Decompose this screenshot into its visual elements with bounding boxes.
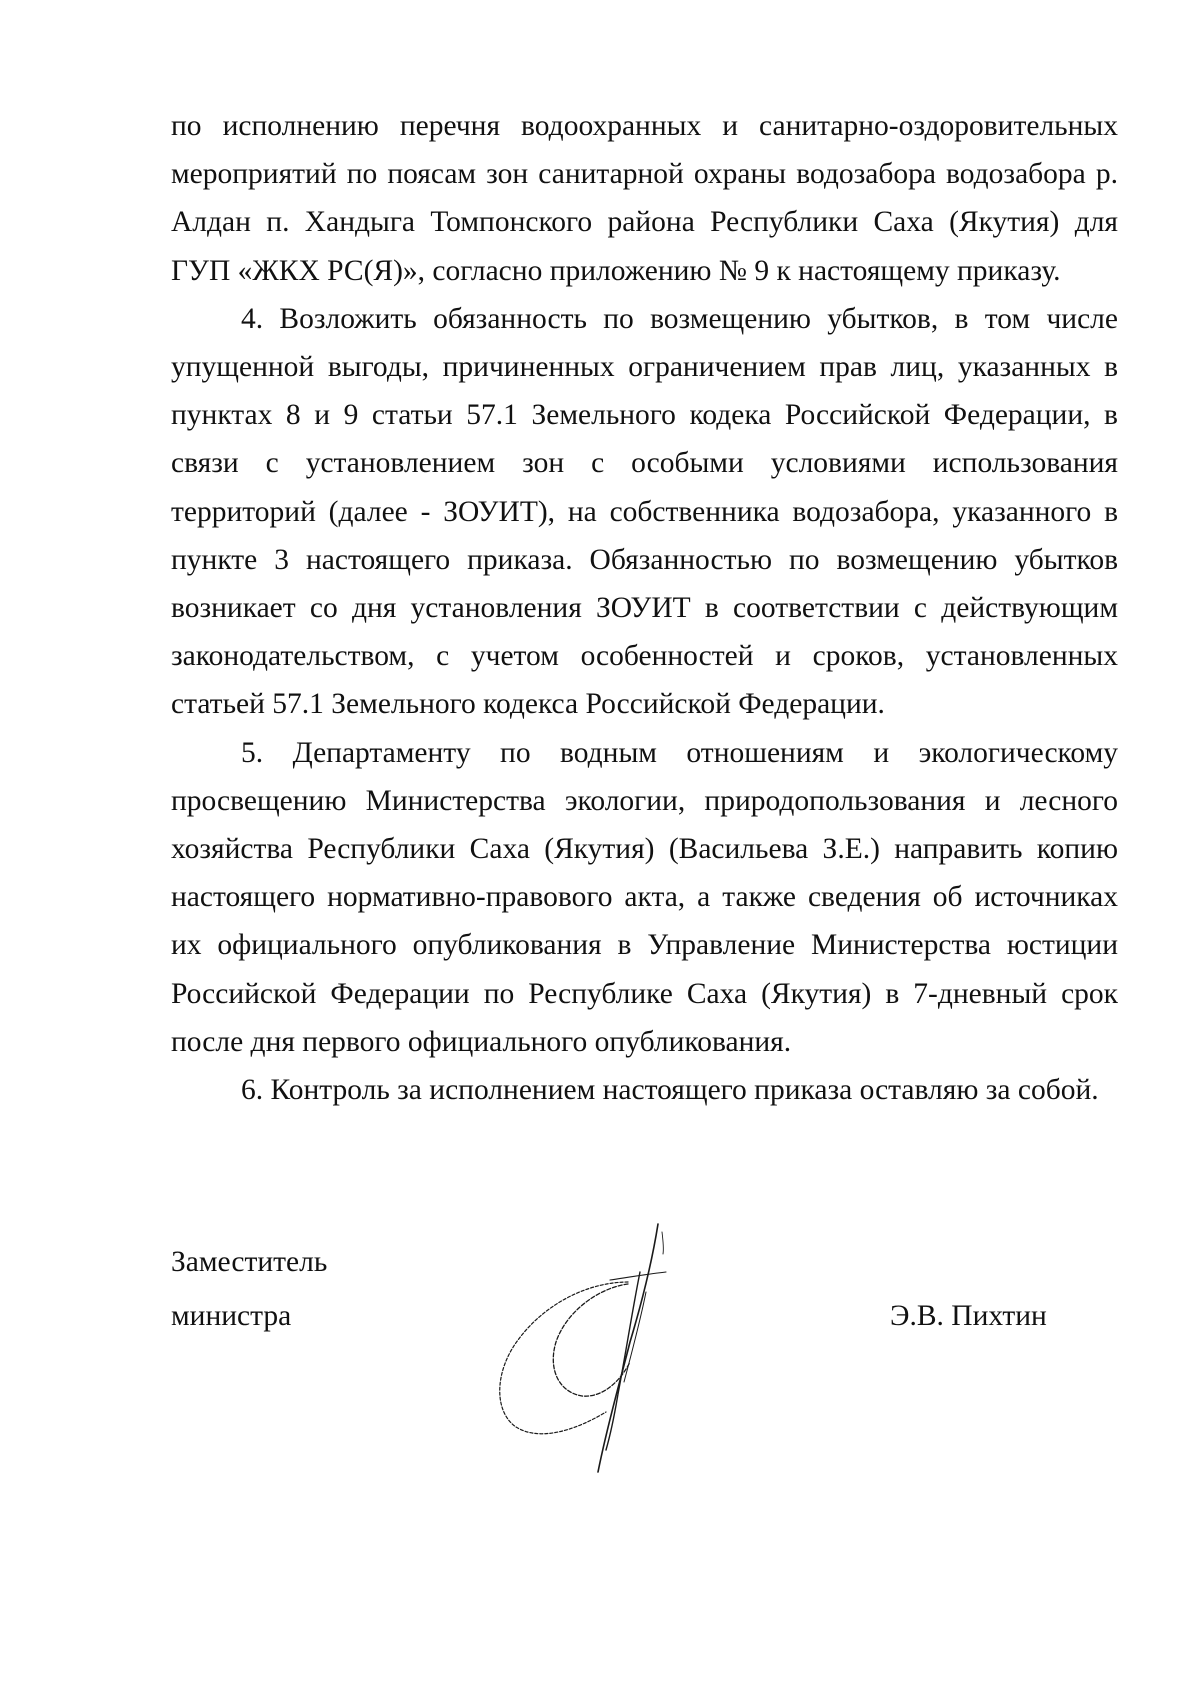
handwritten-signature [480, 1222, 720, 1482]
paragraph-continuation: по исполнению перечня водоохранных и санитарно-оздоровительных мероприятий по поясам зон санитарной охраны водозабора водозабора р. Алдан п. Хандыга Томпонского района Республики Саха (Якутия) для ГУП «ЖКХ РС(Я)», согласно приложению № 9 к настоящему приказу. [171, 110, 1118, 287]
paragraph-5: 5. Департаменту по водным отношениям и экологическому просвещению Министерства экологии, природопользования и лесного хозяйства Республики Саха (Якутия) (Васильева З.Е.) направить копию настоящего нормативно-правового акта, а также сведения об источниках их официального опубликования в Управление Министерства юстиции Российской Федерации по Республике Саха (Якутия) в 7-дневный срок после дня первого официального опубликования. [171, 736, 1118, 1058]
signatory-position-line-2: министра [171, 1300, 292, 1332]
paragraph-6: 6. Контроль за исполнением настоящего приказа оставляю за собой. [241, 1074, 1099, 1107]
signatory-position-line-1: Заместитель [171, 1246, 328, 1278]
paragraph-4: 4. Возложить обязанность по возмещению убытков, в том числе упущенной выгоды, причиненных ограничением прав лиц, указанных в пунктах 8 и 9 статьи 57.1 Земельного кодека Российской Федерации, в связи с установлением зон с особыми условиями использования территорий (далее - ЗОУИТ), на собственника водозабора, указанного в пункте 3 настоящего приказа. Обязанностью по возмещению убытков возникает со дня установления ЗОУИТ в соответствии с действующим законодательством, с учетом особенностей и сроков, установленных статьей 57.1 Земельного кодекса Российской Федерации. [171, 302, 1118, 721]
document-body [171, 102, 1118, 1114]
signatory-name: Э.В. Пихтин [890, 1300, 1047, 1332]
